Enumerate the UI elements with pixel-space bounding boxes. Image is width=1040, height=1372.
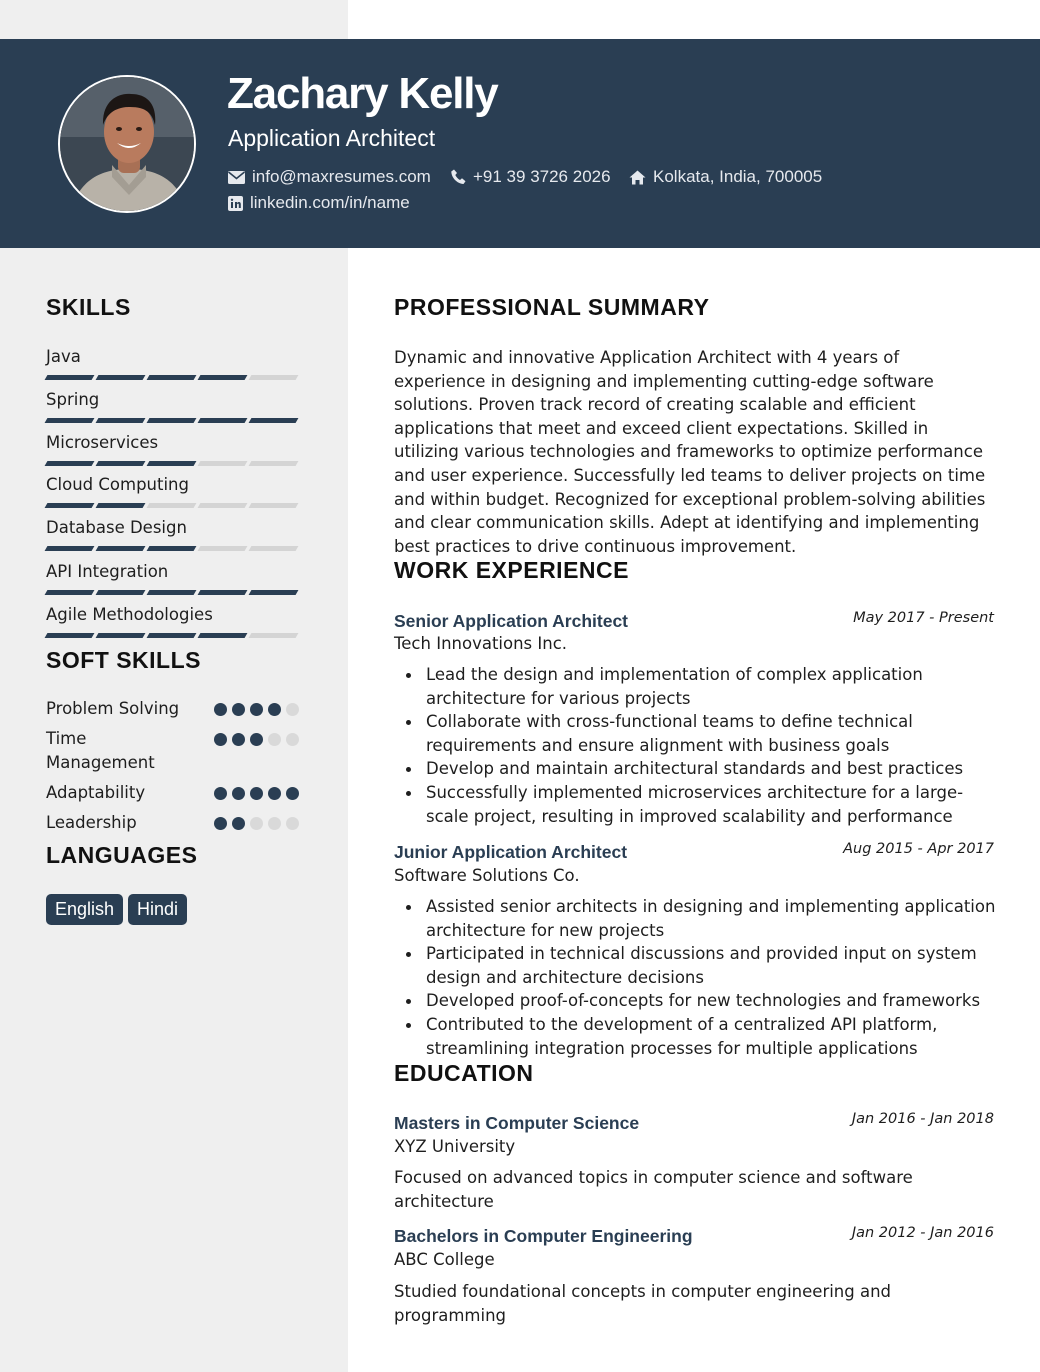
education-dates: Jan 2012 - Jan 2016: [851, 1225, 994, 1241]
soft-skill-rating: [214, 787, 304, 800]
skill-level-segment: [249, 590, 299, 595]
home-icon: [629, 170, 646, 185]
rating-dot: [232, 733, 245, 746]
soft-skill-label: Leadership: [46, 813, 137, 832]
education-description: Focused on advanced topics in computer science and software architecture: [394, 1168, 913, 1211]
skill-level-segment: [96, 633, 146, 638]
job-title: Senior Application Architect: [394, 611, 629, 631]
skill-level-segment: [249, 461, 299, 466]
skill-label: Spring: [46, 390, 100, 409]
skill-level-segment: [249, 633, 299, 638]
education-dates: Jan 2016 - Jan 2018: [851, 1111, 994, 1127]
rating-dot: [232, 703, 245, 716]
skill-item: [46, 346, 302, 380]
soft-skill-item: [46, 811, 302, 835]
rating-dot: [268, 703, 281, 716]
rating-dot: [286, 787, 299, 800]
skill-level-segment: [45, 503, 95, 508]
skill-level-bar: [46, 590, 302, 595]
education-description: Studied foundational concepts in computer engineering and programming: [394, 1282, 892, 1325]
soft-skill-label: Adaptability: [46, 783, 146, 802]
skill-level-segment: [147, 633, 197, 638]
skill-level-bar: [46, 633, 302, 638]
skill-level-segment: [96, 546, 146, 551]
skill-level-segment: [249, 418, 299, 423]
resume-header: [0, 39, 1040, 248]
skill-level-segment: [147, 461, 197, 466]
skill-level-segment: [96, 503, 146, 508]
skill-level-segment: [147, 418, 197, 423]
language-tag: Hindi: [128, 894, 187, 925]
rating-dot: [286, 703, 299, 716]
company-name: Software Solutions Co.: [394, 866, 580, 885]
skill-level-bar: [46, 461, 302, 466]
skill-level-bar: [46, 375, 302, 380]
skill-level-bar: [46, 418, 302, 423]
skill-level-segment: [147, 590, 197, 595]
rating-dot: [214, 733, 227, 746]
summary-heading: PROFESSIONAL SUMMARY: [394, 294, 710, 320]
soft-skill-item: [46, 727, 302, 775]
linkedin-icon: [228, 196, 243, 211]
skill-level-segment: [198, 461, 248, 466]
job-bullet: Contributed to the development of a centralized API platform, streamlining integration processes for multiple applications: [426, 1013, 996, 1060]
skill-level-bar: [46, 546, 302, 551]
skill-level-segment: [45, 375, 95, 380]
rating-dot: [250, 733, 263, 746]
experience-heading: WORK EXPERIENCE: [394, 557, 629, 583]
rating-dot: [286, 733, 299, 746]
skill-level-segment: [147, 546, 197, 551]
phone-icon: [451, 169, 466, 185]
soft-skills-heading: SOFT SKILLS: [46, 647, 201, 673]
candidate-role: Application Architect: [228, 125, 436, 151]
rating-dot: [250, 817, 263, 830]
rating-dot: [268, 817, 281, 830]
job-bullet: Successfully implemented microservices architecture for a large-scale project, resulting in improved scalability and performance: [426, 781, 996, 828]
languages-heading: LANGUAGES: [46, 842, 198, 868]
rating-dot: [286, 817, 299, 830]
school-name: ABC College: [394, 1250, 495, 1269]
skill-level-segment: [198, 375, 248, 380]
job-bullets: [426, 663, 996, 828]
language-tag: English: [46, 894, 123, 925]
email-contact[interactable]: [228, 167, 431, 187]
degree-title: Masters in Computer Science: [394, 1113, 640, 1133]
education-heading: EDUCATION: [394, 1060, 534, 1086]
skill-label: Microservices: [46, 433, 159, 452]
job-title: Junior Application Architect: [394, 842, 628, 862]
job-dates: May 2017 - Present: [853, 610, 994, 626]
soft-skill-item: [46, 781, 302, 805]
envelope-icon: [228, 171, 245, 184]
job-bullet: Lead the design and implementation of complex application architecture for various projects: [426, 663, 996, 710]
soft-skill-label: Time Management: [46, 729, 155, 772]
phone-text: +91 39 3726 2026: [473, 167, 611, 186]
job-bullet: Participated in technical discussions and provided input on system design and architecture decisions: [426, 942, 996, 989]
job-bullet: Collaborate with cross-functional teams to define technical requirements and ensure alignment with business goals: [426, 710, 996, 757]
skill-level-segment: [96, 418, 146, 423]
skill-level-segment: [249, 503, 299, 508]
degree-title: Bachelors in Computer Engineering: [394, 1226, 693, 1246]
linkedin-text: linkedin.com/in/name: [250, 193, 410, 212]
skill-label: Agile Methodologies: [46, 605, 213, 624]
skills-heading: SKILLS: [46, 294, 131, 320]
skill-level-segment: [147, 503, 197, 508]
soft-skill-rating: [214, 817, 304, 830]
candidate-name: Zachary Kelly: [227, 69, 498, 118]
soft-skill-item: [46, 697, 302, 721]
linkedin-contact[interactable]: [228, 193, 410, 213]
job-bullets: [426, 895, 996, 1060]
skill-level-segment: [249, 375, 299, 380]
rating-dot: [250, 787, 263, 800]
skill-level-bar: [46, 503, 302, 508]
phone-contact[interactable]: [451, 167, 611, 187]
skill-label: Cloud Computing: [46, 475, 189, 494]
skill-level-segment: [45, 546, 95, 551]
soft-skill-rating: [214, 703, 304, 716]
skill-item: [46, 517, 302, 551]
skill-level-segment: [198, 418, 248, 423]
skill-level-segment: [96, 375, 146, 380]
skill-level-segment: [198, 590, 248, 595]
rating-dot: [214, 703, 227, 716]
skill-label: API Integration: [46, 562, 169, 581]
rating-dot: [250, 703, 263, 716]
rating-dot: [268, 787, 281, 800]
skill-level-segment: [45, 461, 95, 466]
skill-item: [46, 389, 302, 423]
rating-dot: [214, 787, 227, 800]
skill-level-segment: [147, 375, 197, 380]
school-name: XYZ University: [394, 1137, 516, 1156]
skill-level-segment: [45, 590, 95, 595]
skill-item: [46, 604, 302, 638]
job-bullet: Develop and maintain architectural standards and best practices: [426, 757, 996, 781]
rating-dot: [232, 787, 245, 800]
soft-skill-label: Problem Solving: [46, 699, 180, 718]
skill-level-segment: [96, 461, 146, 466]
summary-text: Dynamic and innovative Application Architect with 4 years of experience in designing and implementing cutting-edge software solutions. Proven track record of creating scalable and efficient applications that meet and exceed client expectations. Skilled in utilizing various technologies and frameworks to optimize performance and user experience. Successfully led teams to deliver projects on time and within budget. Recognized for exceptional problem-solving abilities and clear communication skills. Adept at identifying and implementing best practices to drive continuous improvement.: [394, 348, 986, 556]
skill-level-segment: [249, 546, 299, 551]
skill-label: Java: [46, 347, 81, 366]
rating-dot: [232, 817, 245, 830]
skill-level-segment: [96, 590, 146, 595]
skill-item: [46, 561, 302, 595]
rating-dot: [214, 817, 227, 830]
skill-level-segment: [198, 503, 248, 508]
location-text: Kolkata, India, 700005: [653, 167, 823, 186]
soft-skill-rating: [214, 733, 304, 746]
skill-level-segment: [198, 633, 248, 638]
company-name: Tech Innovations Inc.: [394, 634, 568, 653]
skill-item: [46, 474, 302, 508]
job-bullet: Assisted senior architects in designing and implementing application architecture for new projects: [426, 895, 996, 942]
skill-level-segment: [45, 418, 95, 423]
avatar: [58, 75, 196, 213]
job-dates: Aug 2015 - Apr 2017: [843, 841, 994, 857]
job-bullet: Developed proof-of-concepts for new technologies and frameworks: [426, 989, 996, 1013]
skill-level-segment: [45, 633, 95, 638]
skill-level-segment: [198, 546, 248, 551]
email-text: info@maxresumes.com: [252, 167, 431, 186]
skill-label: Database Design: [46, 518, 187, 537]
rating-dot: [268, 733, 281, 746]
location-contact: [629, 167, 822, 187]
skill-item: [46, 432, 302, 466]
